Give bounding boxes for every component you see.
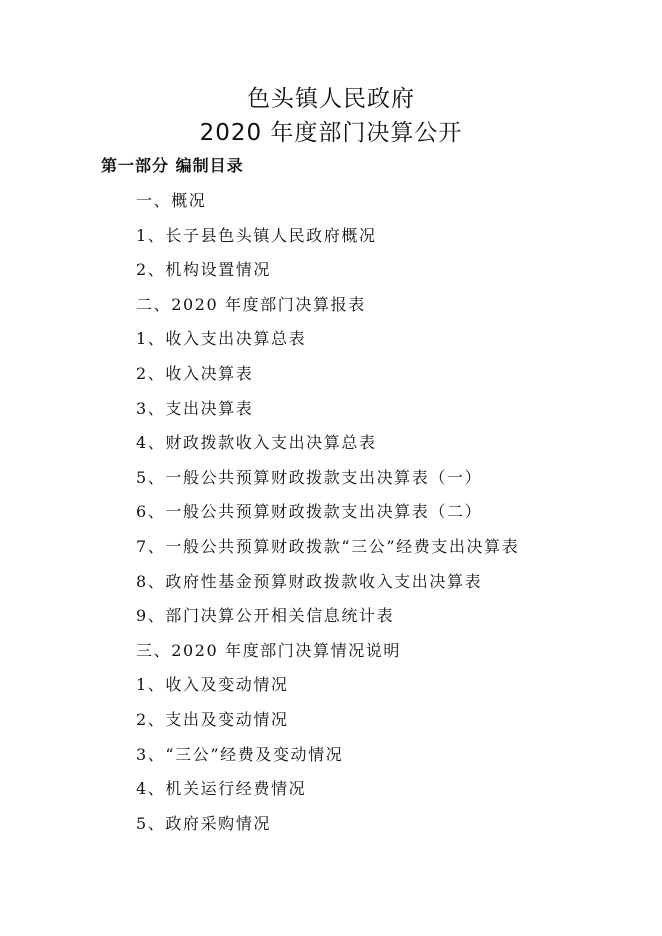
toc-item: 4、财政拨款收入支出决算总表: [136, 433, 377, 453]
toc-item: 3、“三公”经费及变动情况: [136, 744, 344, 764]
document-title: 色头镇人民政府: [247, 86, 415, 112]
document-subtitle: 2020 年度部门决算公开: [199, 120, 463, 146]
toc-item: 5、政府采购情况: [136, 813, 271, 833]
toc-item: 1、长子县色头镇人民政府概况: [136, 225, 377, 245]
toc-item: 2、机构设置情况: [136, 260, 271, 280]
toc-item: 一、概况: [136, 191, 207, 210]
toc-item: 4、机关运行经费情况: [136, 779, 307, 799]
table-of-contents: [136, 190, 519, 847]
toc-item: 9、部门决算公开相关信息统计表: [136, 606, 395, 626]
toc-item: 二、2020 年度部门决算报表: [136, 294, 366, 314]
toc-item: 8、政府性基金预算财政拨款收入支出决算表: [136, 571, 483, 591]
toc-item: 2、收入决算表: [136, 363, 254, 383]
toc-item: 三、2020 年度部门决算情况说明: [136, 640, 402, 660]
toc-item: 7、一般公共预算财政拨款“三公”经费支出决算表: [136, 536, 520, 556]
part-heading: 第一部分 编制目录: [101, 156, 244, 175]
toc-item: 2、支出及变动情况: [136, 709, 289, 729]
toc-item: 1、收入支出决算总表: [136, 329, 307, 349]
toc-item: 5、一般公共预算财政拨款支出决算表（一）: [136, 467, 483, 487]
toc-item: 6、一般公共预算财政拨款支出决算表（二）: [136, 502, 483, 522]
toc-item: 1、收入及变动情况: [136, 675, 289, 695]
toc-item: 3、支出决算表: [136, 398, 254, 418]
